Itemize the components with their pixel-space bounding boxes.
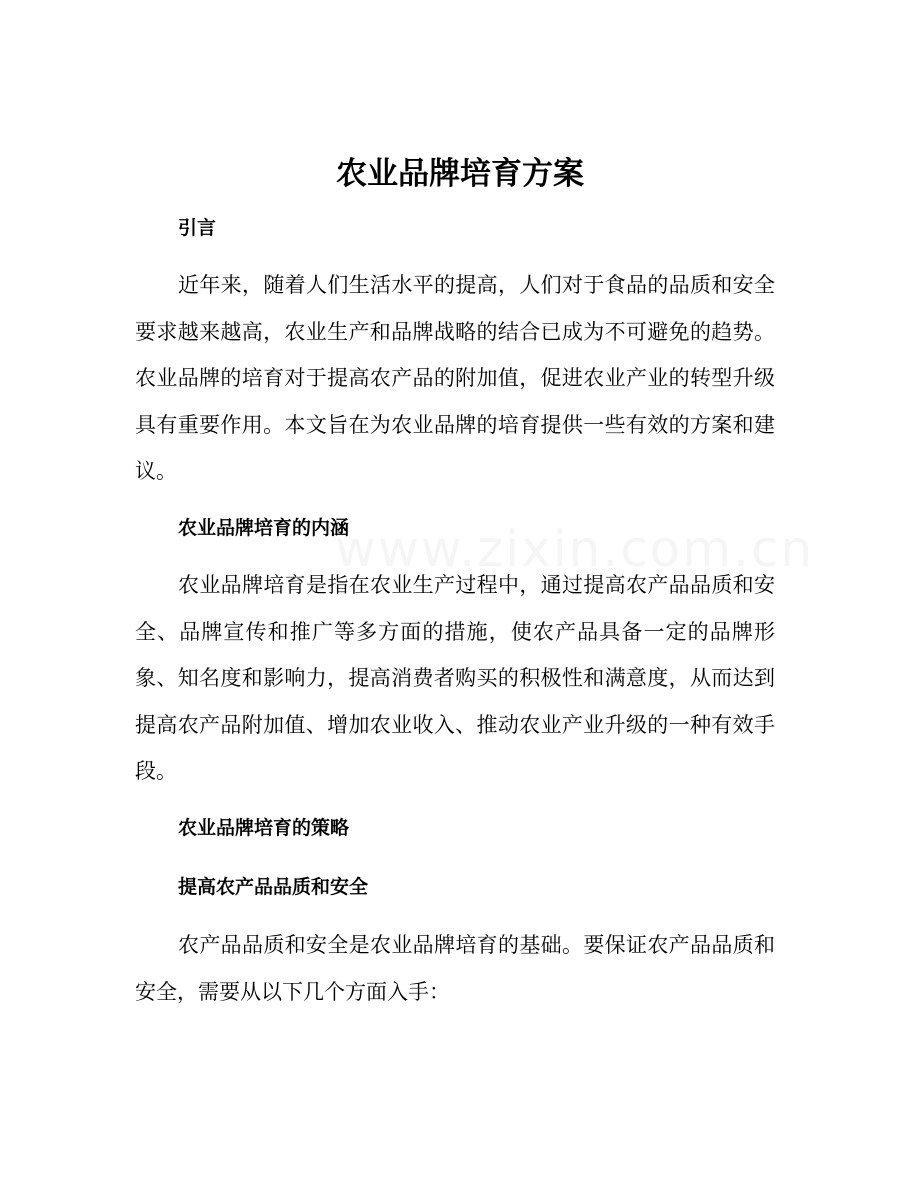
document-title: 农业品牌培育方案 bbox=[336, 156, 584, 192]
section-heading-quality-safety: 提高农产品品质和安全 bbox=[178, 876, 369, 898]
paragraph-introduction: 近年来，随着人们生活水平的提高，人们对于食品的品质和安全要求越来越高，农业生产和品牌战略的结合已成为不可避免的趋势。农业品牌的培育对于提高农产品的附加值，促进农业产业的转型升级具有重要作用。本文旨在为农业品牌的培育提供一些有效的方案和建议。 bbox=[135, 273, 775, 483]
paragraph-quality-safety: 农产品品质和安全是农业品牌培育的基础。要保证农产品品质和安全，需要从以下几个方面入手： bbox=[135, 933, 775, 1004]
section-heading-strategy: 农业品牌培育的策略 bbox=[178, 817, 350, 839]
section-heading-connotation: 农业品牌培育的内涵 bbox=[178, 517, 350, 539]
section-heading-introduction: 引言 bbox=[178, 217, 217, 239]
paragraph-connotation: 农业品牌培育是指在农业生产过程中，通过提高农产品品质和安全、品牌宣传和推广等多方面的措施，使农产品具备一定的品牌形象、知名度和影响力，提高消费者购买的积极性和满意度，从而达到提高农产品附加值、增加农业收入、推动农业产业升级的一种有效手段。 bbox=[135, 573, 775, 783]
